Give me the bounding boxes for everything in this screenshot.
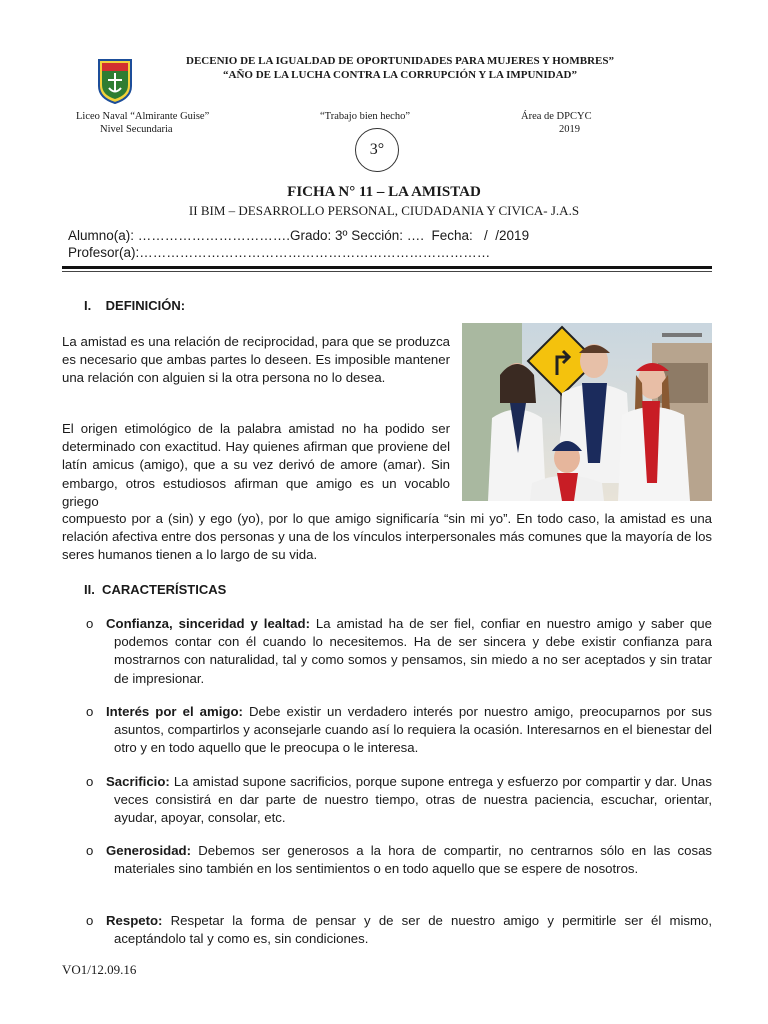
header-rule — [62, 266, 712, 269]
bullet-marker: o — [86, 616, 94, 631]
grade-circle — [355, 128, 399, 172]
bullet-marker: o — [86, 913, 94, 928]
item-text: La amistad ha de ser fiel, confiar en nuestro amigo y saber que podemos contar con él cuando lo necesitemos. Ha de ser sincera y debe existir confianza para mostrarnos con naturalidad, tal y como somos y pensamos, sin miedo a no ser aceptados y sin tratar de impresionar. — [114, 616, 712, 686]
decree-line-1: DECENIO DE LA IGUALDAD DE OPORTUNIDADES PARA MUJERES Y HOMBRES” — [186, 55, 614, 67]
teacher-field-line: Profesor(a):…………………………………………………………………… — [68, 245, 491, 260]
list-item — [86, 912, 712, 948]
definition-paragraph-1: La amistad es una relación de reciprocidad, para que se produzca es necesario que ambas partes lo deseen. Es imposible mantener una relación con alguien si la otra persona no lo desea. — [62, 334, 450, 386]
friends-photo — [462, 323, 712, 501]
item-text: Debe existir un verdadero interés por nuestro amigo, preocuparnos por sus asuntos, compartirlos y aconsejarle cuando así lo requiera la ocasión. Interesarnos en el bienestar del otro y en todo aquello que le preocupa o le interesa. — [114, 704, 712, 756]
school-motto: “Trabajo bien hecho” — [320, 111, 410, 122]
item-term: Interés por el amigo: — [106, 704, 243, 719]
item-text: La amistad supone sacrificios, porque supone entrega y esfuerzo por compartir y dar. Unas veces consistirá en dar parte de nuestro tiempo, otras de nuestra paciencia, escuchar, orientar, ayudar, apoyar, consolar, etc. — [114, 774, 712, 826]
section-caracteristicas-heading: II. CARACTERÍSTICAS — [84, 582, 227, 597]
header-rule-thin — [62, 271, 712, 272]
list-item — [86, 703, 712, 758]
bullet-marker: o — [86, 704, 94, 719]
document-code: VO1/12.09.16 — [62, 962, 137, 977]
area-label: Área de DPCYC — [521, 111, 592, 122]
school-logo — [97, 58, 133, 104]
list-item — [86, 842, 712, 878]
school-level: Nivel Secundaria — [100, 124, 173, 135]
year-label: 2019 — [559, 124, 580, 135]
item-term: Respeto: — [106, 913, 163, 928]
item-term: Generosidad: — [106, 843, 192, 858]
definition-paragraph-2a: El origen etimológico de la palabra amistad no ha podido ser determinado con exactitud. Hay quienes afirman que proviene del latín amicus (amigo), que a su vez derivó de amore (amar). Sin embargo, otros estudiosos afirman que amigo es un vocablo griego — [62, 421, 450, 509]
bullet-marker: o — [86, 843, 94, 858]
sheet-title: FICHA N° 11 – LA AMISTAD — [287, 184, 481, 200]
bullet-marker: o — [86, 774, 94, 789]
item-text: Respetar la forma de pensar y de ser de nuestro amigo y permitirle ser él mismo, aceptándolo tal y como es, sin condiciones. — [114, 913, 712, 947]
student-field-line: Alumno(a): …………………………….Grado: 3º Sección: …. Fecha: / /2019 — [68, 228, 530, 243]
grade-value: 3° — [369, 141, 385, 158]
decree-line-2: “AÑO DE LA LUCHA CONTRA LA CORRUPCIÓN Y LA IMPUNIDAD” — [223, 69, 577, 81]
sheet-subtitle: II BIM – DESARROLLO PERSONAL, CIUDADANIA Y CIVICA- J.A.S — [188, 203, 580, 218]
list-item — [86, 773, 712, 828]
section-definicion-heading: I. DEFINICIÓN: — [84, 298, 186, 313]
school-name: Liceo Naval “Almirante Guise” — [76, 111, 210, 122]
item-term: Sacrificio: — [106, 774, 170, 789]
item-term: Confianza, sinceridad y lealtad: — [106, 616, 310, 631]
item-text: Debemos ser generosos a la hora de compartir, no centrarnos sólo en las cosas materiales sino también en los sentimientos o en todo aquello que se espere de nosotros. — [114, 843, 712, 877]
list-item — [86, 615, 712, 688]
definition-paragraph-2b: compuesto por a (sin) y ego (yo), por lo que amigo significaría “sin mi yo”. En todo caso, la amistad es una relación afectiva entre dos personas y una de los vínculos interpersonales más comunes que la mayoría de los seres humanos tienen a lo largo de su vida. — [62, 511, 712, 563]
